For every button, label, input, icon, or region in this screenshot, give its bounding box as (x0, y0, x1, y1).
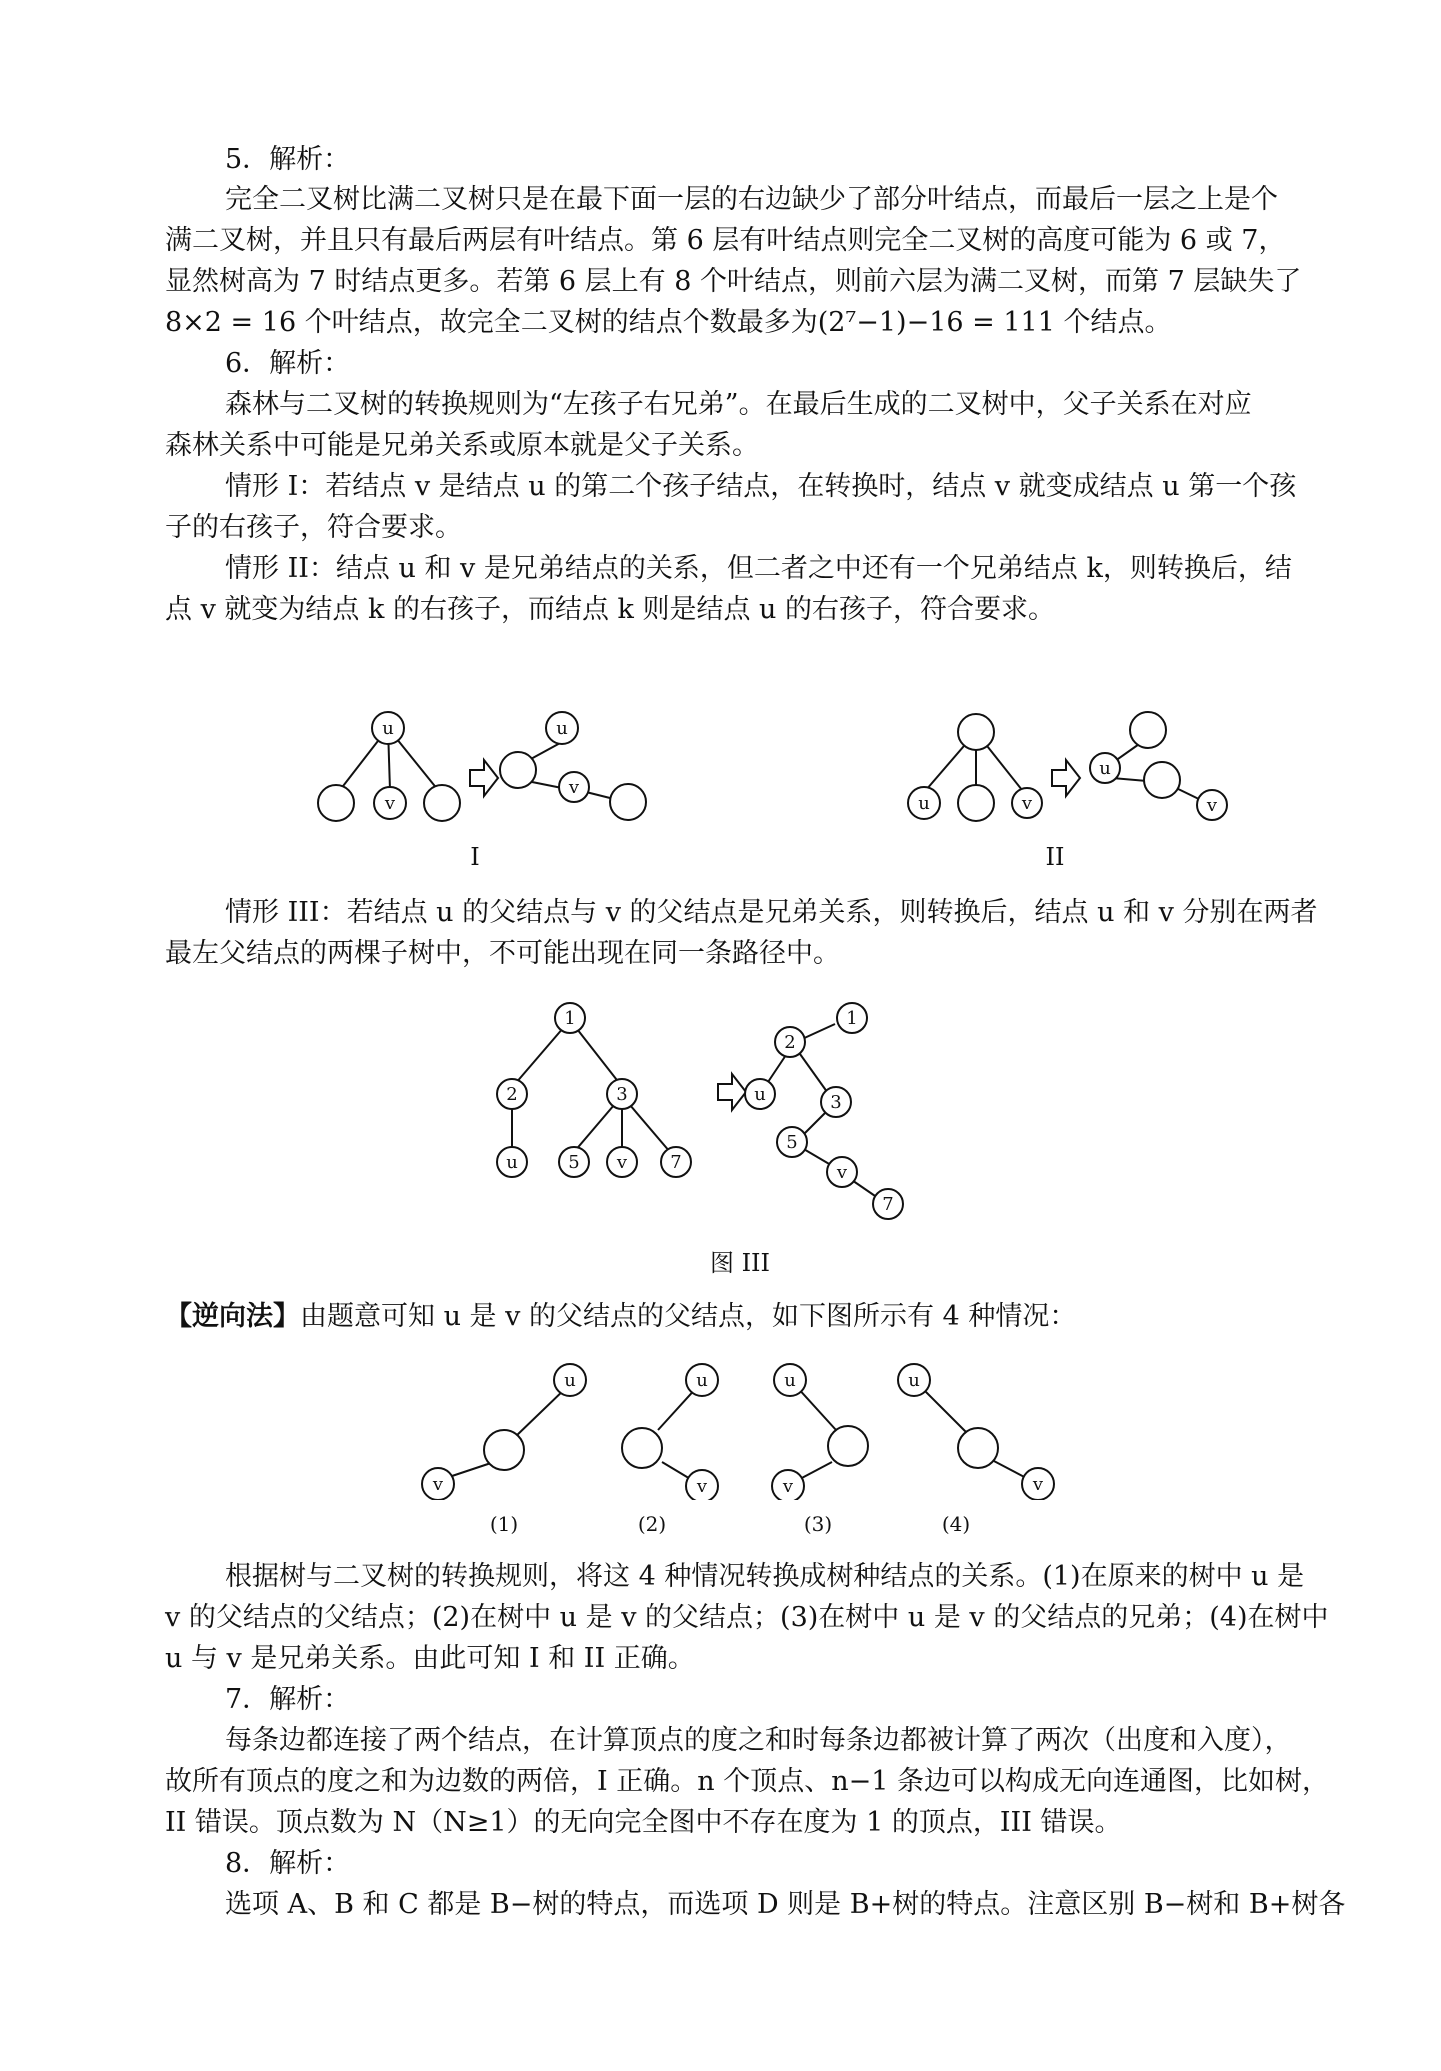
q7-line-1: 每条边都连接了两个结点，在计算顶点的度之和时每条边都被计算了两次（出度和入度）， (225, 1725, 1292, 1756)
arrow-II (1052, 760, 1080, 796)
q8-heading: 8．解析： (225, 1848, 351, 1879)
q8-line-1: 选项 A、B 和 C 都是 B−树的特点，而选项 D 则是 B+树的特点。注意区别 B−树和 B+树各 (225, 1889, 1346, 1920)
fig-II-caption: II (1045, 843, 1065, 871)
fig3-tree-label-5: 5 (568, 1152, 580, 1173)
q6-line-2: 森林关系中可能是兄弟关系或原本就是父子关系。 (165, 430, 759, 461)
fig-I-II (300, 700, 1300, 850)
fig1-bin-v-label: v (568, 777, 580, 798)
q6-line-1: 森林与二叉树的转换规则为“左孩子右兄弟”。在最后生成的二叉树中，父子关系在对应 (225, 389, 1252, 420)
fig2-bin-u-label: u (1099, 758, 1111, 779)
reverse-label: 【逆向法】 (165, 1301, 300, 1332)
case3-mid-node (828, 1426, 868, 1466)
case4-caption: (4) (941, 1512, 971, 1536)
fig2-tree-mid-node (958, 785, 994, 821)
case3-u-label: u (784, 1370, 796, 1391)
fig3-bin-label-5: 5 (786, 1132, 798, 1153)
q7-line-3: II 错误。顶点数为 N（N≥1）的无向完全图中不存在度为 1 的顶点，III 错误。 (165, 1807, 1122, 1838)
fig3-tree-label-u: u (506, 1152, 518, 1173)
reverse-method-line (165, 1297, 1315, 1337)
q6-case3-line-1: 情形 III：若结点 u 的父结点与 v 的父结点是兄弟关系，则转换后，结点 u 和 v 分别在两者 (225, 897, 1318, 928)
fig2-tree-root-node (958, 714, 994, 750)
fig2-bin-root-node (1130, 712, 1166, 748)
fig1-bin-right-node (610, 784, 646, 820)
case4-mid-node (958, 1428, 998, 1468)
four-cases-figure (400, 1350, 1080, 1500)
arrow-I (470, 760, 498, 796)
reverse-text: 由题意可知 u 是 v 的父结点的父结点，如下图所示有 4 种情况： (300, 1301, 1077, 1332)
fig3-bin-label-3: 3 (830, 1092, 842, 1113)
fig2-bin-k-node (1144, 762, 1180, 798)
q5-heading: 5．解析： (225, 144, 351, 175)
fig3-bin-label-2: 2 (784, 1032, 796, 1053)
q6-line-6: 点 v 就变为结点 k 的右孩子，而结点 k 则是结点 u 的右孩子，符合要求。 (165, 594, 1056, 625)
conclusion-line-1: 根据树与二叉树的转换规则，将这 4 种情况转换成树种结点的关系。(1)在原来的树中 u 是 (225, 1561, 1305, 1592)
case1-mid-node (484, 1430, 524, 1470)
case2-v-label: v (696, 1476, 708, 1497)
fig3-tree-label-1: 1 (564, 1008, 576, 1029)
fig3-bin-label-u: u (754, 1084, 766, 1105)
fig3-tree-label-2: 2 (506, 1084, 518, 1105)
case3-caption: (3) (803, 1512, 833, 1536)
fig2-tree-u-label: u (918, 793, 930, 814)
case1-u-label: u (564, 1370, 576, 1391)
fig3-bin-label-v: v (836, 1162, 848, 1183)
q7-heading: 7．解析： (225, 1684, 351, 1715)
case4-v-label: v (1032, 1474, 1044, 1495)
fig3-tree-label-7: 7 (670, 1152, 682, 1173)
q6-line-5: 情形 II：结点 u 和 v 是兄弟结点的关系，但二者之中还有一个兄弟结点 k，则转换后，结 (225, 553, 1292, 584)
fig2-tree-v-label: v (1021, 793, 1033, 814)
fig3-tree-label-v: v (616, 1152, 628, 1173)
q5-line-4: 8×2 = 16 个叶结点，故完全二叉树的结点个数最多为(2⁷−1)−16 = 111 个结点。 (165, 307, 1172, 338)
fig1-tree-left-node (318, 785, 354, 821)
fig1-tree-right-node (424, 785, 460, 821)
q6-heading: 6．解析： (225, 348, 351, 379)
case3-v-label: v (782, 1476, 794, 1497)
fig-III (470, 990, 990, 1230)
q6-case3-line-2: 最左父结点的两棵子树中，不可能出现在同一条路径中。 (165, 938, 840, 969)
conclusion-line-3: u 与 v 是兄弟关系。由此可知 I 和 II 正确。 (165, 1643, 695, 1674)
fig3-tree-label-3: 3 (616, 1084, 628, 1105)
fig1-tree-v-label: v (384, 793, 396, 814)
q5-line-1: 完全二叉树比满二叉树只是在最下面一层的右边缺少了部分叶结点，而最后一层之上是个 (225, 184, 1278, 215)
q7-line-2: 故所有顶点的度之和为边数的两倍，I 正确。n 个顶点、n−1 条边可以构成无向连通图，比如树， (165, 1766, 1329, 1797)
fig3-bin-label-7: 7 (882, 1194, 894, 1215)
fig1-bin-u-label: u (556, 718, 568, 739)
fig1-bin-left-node (500, 752, 536, 788)
q5-line-2: 满二叉树，并且只有最后两层有叶结点。第 6 层有叶结点则完全二叉树的高度可能为 6 或 7， (165, 225, 1286, 256)
fig-III-caption: 图 III (709, 1249, 771, 1277)
q6-line-4: 子的右孩子，符合要求。 (165, 512, 462, 543)
fig2-bin-v-label: v (1206, 795, 1218, 816)
case1-caption: (1) (489, 1512, 519, 1536)
arrow-III (718, 1074, 746, 1110)
case1-v-label: v (432, 1474, 444, 1495)
fig3-bin-label-1: 1 (846, 1008, 858, 1029)
conclusion-line-2: v 的父结点的父结点；(2)在树中 u 是 v 的父结点；(3)在树中 u 是 v 的父结点的兄弟；(4)在树中 (165, 1602, 1329, 1633)
case4-u-label: u (908, 1370, 920, 1391)
case2-mid-node (622, 1428, 662, 1468)
q5-line-3: 显然树高为 7 时结点更多。若第 6 层上有 8 个叶结点，则前六层为满二叉树，而第 7 层缺失了 (165, 266, 1302, 297)
fig1-tree-u-label: u (382, 718, 394, 739)
case2-u-label: u (696, 1370, 708, 1391)
q6-line-3: 情形 I：若结点 v 是结点 u 的第二个孩子结点，在转换时，结点 v 就变成结点 u 第一个孩 (225, 471, 1297, 502)
case2-caption: (2) (637, 1512, 667, 1536)
fig-I-caption: I (470, 843, 480, 871)
